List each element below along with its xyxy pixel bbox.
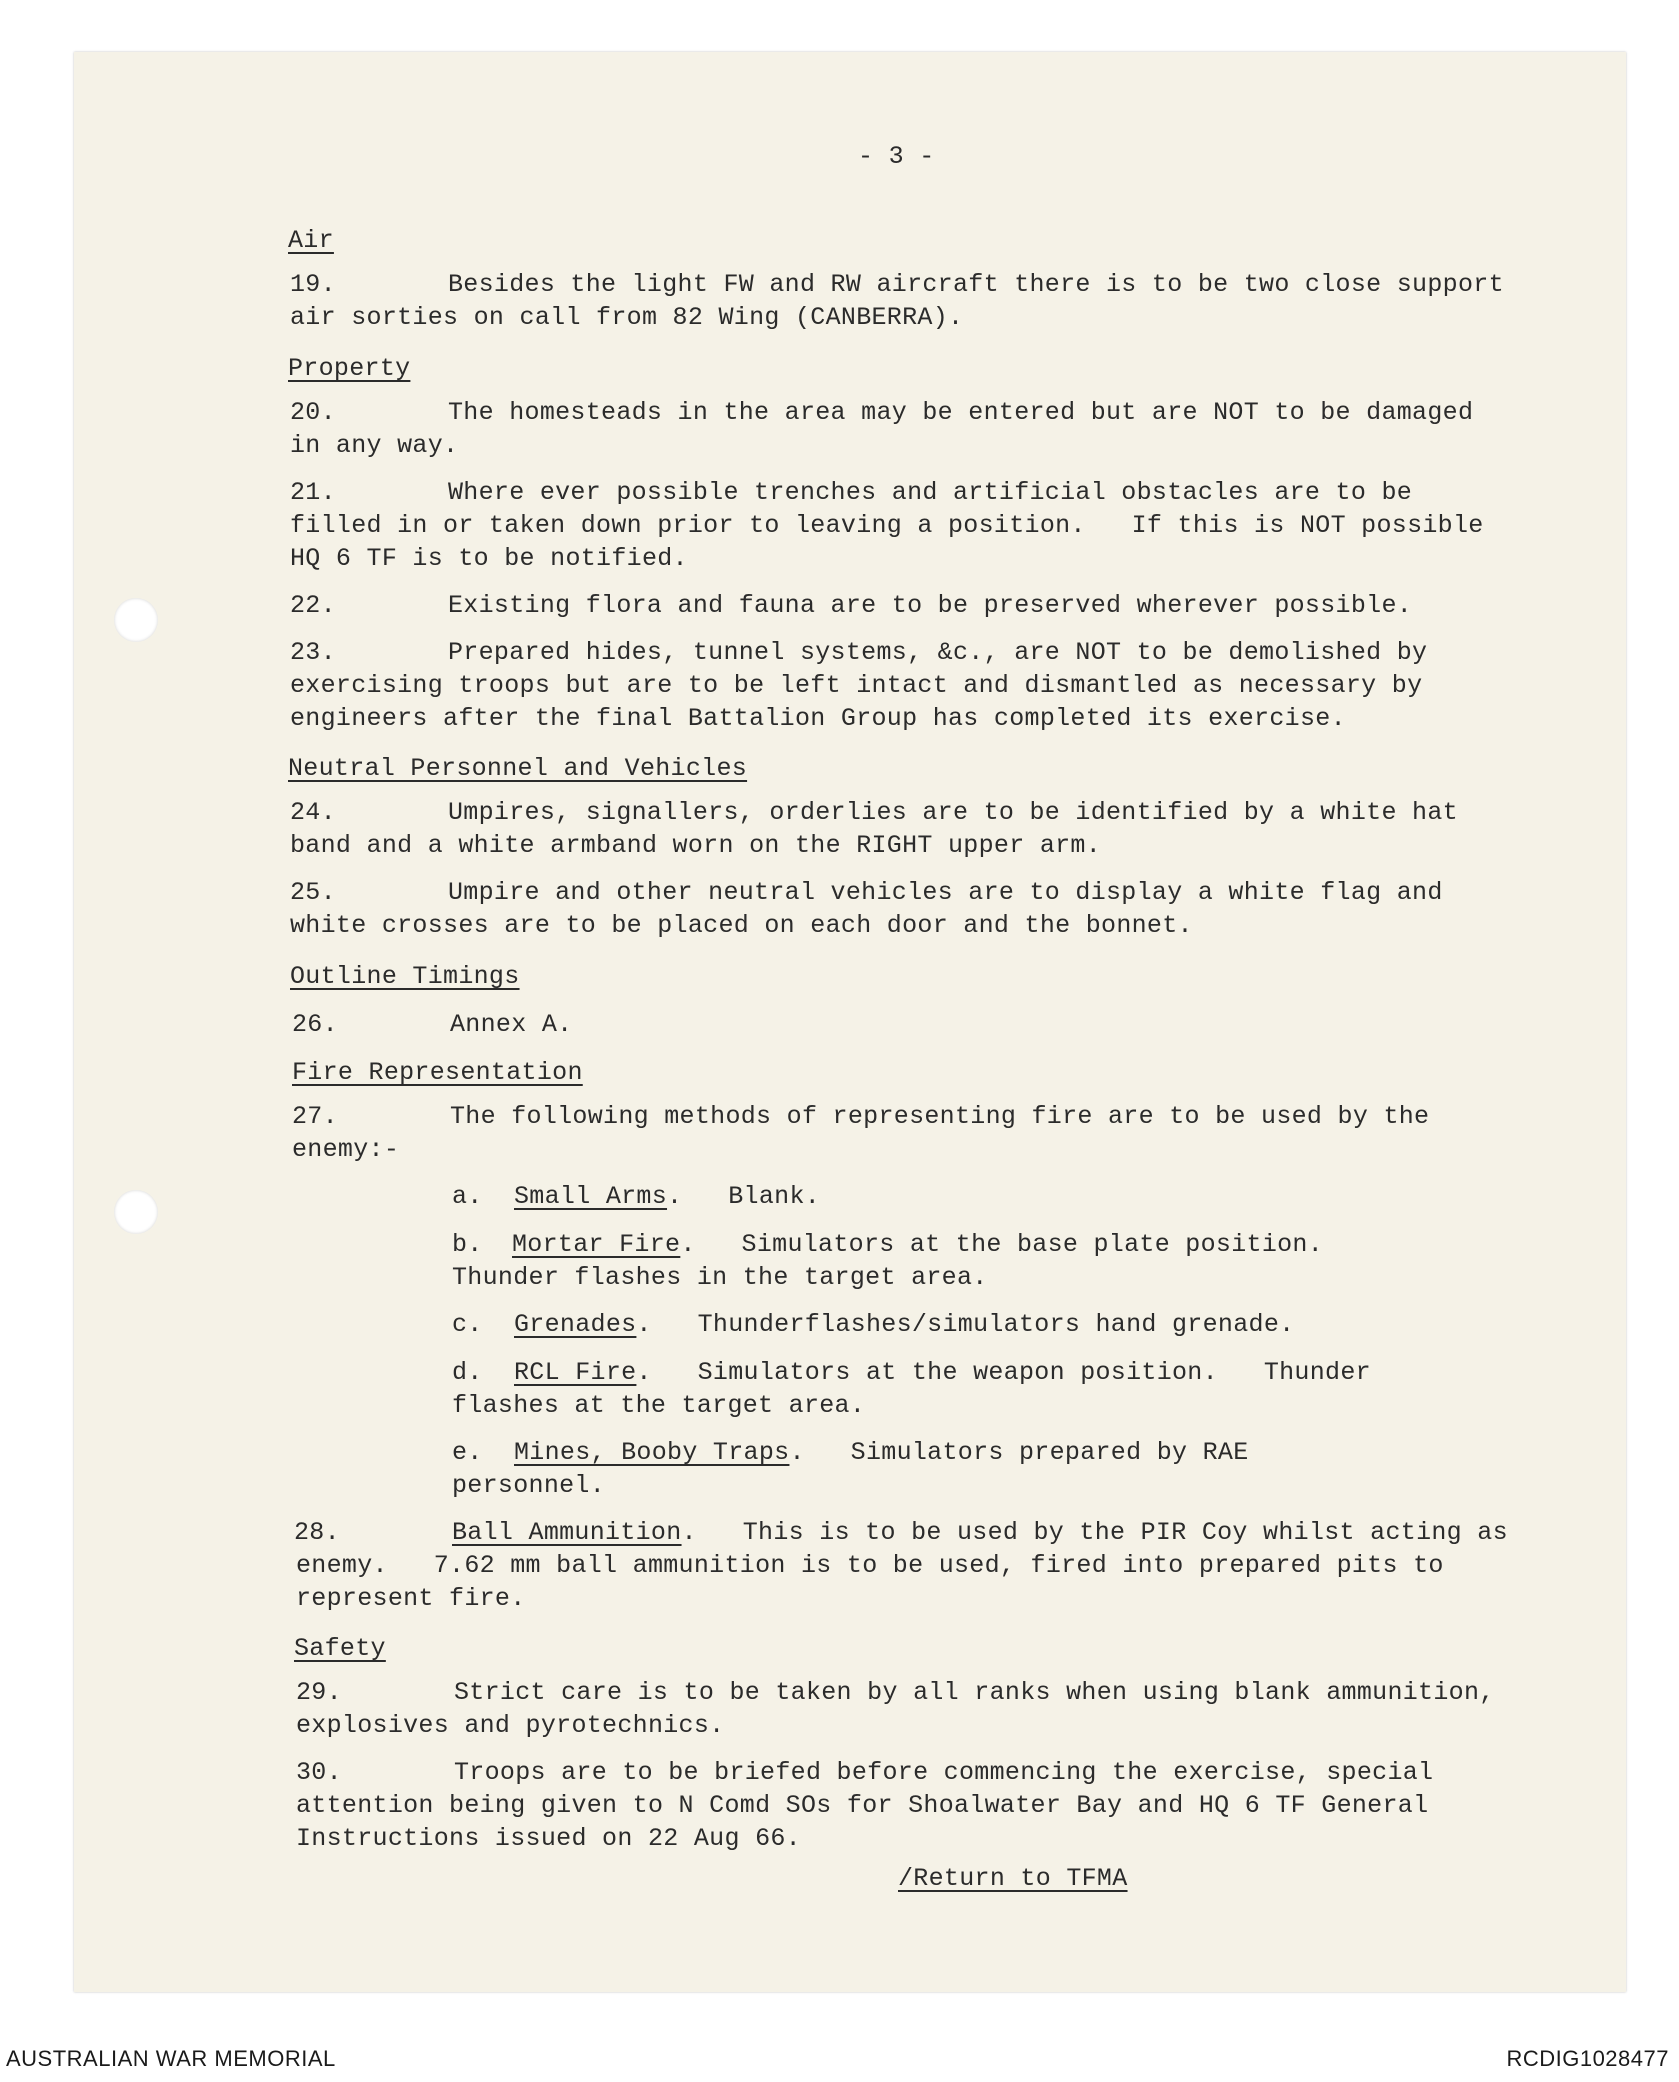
- paragraph-line: Existing flora and fauna are to be preserved wherever possible.: [448, 591, 1413, 620]
- paragraph-title: Ball Ammunition: [452, 1518, 682, 1547]
- paragraph-number: 25.: [290, 878, 336, 907]
- paragraph-28-line: [452, 1516, 1508, 1549]
- subitem-letter: c.: [452, 1310, 483, 1339]
- subitem-title: Small Arms: [514, 1182, 668, 1211]
- paragraph-line: in any way.: [290, 431, 459, 460]
- paragraph-line: Strict care is to be taken by all ranks when using blank ammunition,: [454, 1678, 1495, 1707]
- footer-right: RCDIG1028477: [1506, 2046, 1669, 2071]
- punch-hole: [114, 1190, 158, 1234]
- paragraph-line: Troops are to be briefed before commencing the exercise, special: [454, 1758, 1434, 1787]
- subitem-line: flashes at the target area.: [452, 1391, 866, 1420]
- paragraph-line: air sorties on call from 82 Wing (CANBERRA).: [290, 303, 964, 332]
- subitem-line: personnel.: [452, 1471, 606, 1500]
- page-number: - 3 -: [858, 142, 935, 171]
- paragraph-line: Besides the light FW and RW aircraft there is to be two close support: [448, 270, 1504, 299]
- subitem-title: RCL Fire: [514, 1358, 637, 1387]
- subitem-a: [514, 1180, 820, 1213]
- subitem-text: . Simulators at the weapon position. Thunder: [636, 1358, 1371, 1387]
- subitem-text: . Simulators at the base plate position.: [680, 1230, 1324, 1259]
- paragraph-number: 22.: [290, 591, 336, 620]
- subitem-b: [512, 1228, 1323, 1261]
- subitem-line: Thunder flashes in the target area.: [452, 1263, 988, 1292]
- continuation-catchword: /Return to TFMA: [898, 1864, 1128, 1893]
- paragraph-number: 30.: [296, 1758, 342, 1787]
- paragraph-line: band and a white armband worn on the RIGHT upper arm.: [290, 831, 1102, 860]
- section-heading-safety: Safety: [294, 1634, 386, 1663]
- subitem-title: Mines, Booby Traps: [514, 1438, 790, 1467]
- paragraph-text: . This is to be used by the PIR Coy whilst acting as: [681, 1518, 1508, 1547]
- section-heading-property: Property: [288, 354, 411, 383]
- subitem-title: Grenades: [514, 1310, 637, 1339]
- paragraph-number: 27.: [292, 1102, 338, 1131]
- paragraph-line: enemy. 7.62 mm ball ammunition is to be used, fired into prepared pits to: [296, 1551, 1444, 1580]
- paragraph-line: explosives and pyrotechnics.: [296, 1711, 725, 1740]
- paragraph-number: 28.: [294, 1518, 340, 1547]
- paragraph-line: Where ever possible trenches and artificial obstacles are to be: [448, 478, 1413, 507]
- subitem-letter: d.: [452, 1358, 483, 1387]
- subitem-d: [514, 1356, 1371, 1389]
- section-heading-timings: Outline Timings: [290, 962, 520, 991]
- subitem-letter: b.: [452, 1230, 483, 1259]
- subitem-letter: e.: [452, 1438, 483, 1467]
- paragraph-line: The following methods of representing fire are to be used by the: [450, 1102, 1430, 1131]
- paragraph-number: 19.: [290, 270, 336, 299]
- section-heading-fire: Fire Representation: [292, 1058, 583, 1087]
- paragraph-line: Annex A.: [450, 1010, 573, 1039]
- paragraph-line: exercising troops but are to be left intact and dismantled as necessary by: [290, 671, 1423, 700]
- paragraph-number: 23.: [290, 638, 336, 667]
- paragraph-line: enemy:-: [292, 1135, 400, 1164]
- paragraph-line: Instructions issued on 22 Aug 66.: [296, 1824, 801, 1853]
- subitem-text: . Blank.: [667, 1182, 821, 1211]
- paragraph-line: HQ 6 TF is to be notified.: [290, 544, 688, 573]
- paragraph-number: 29.: [296, 1678, 342, 1707]
- punch-hole: [114, 598, 158, 642]
- paragraph-line: white crosses are to be placed on each door and the bonnet.: [290, 911, 1193, 940]
- paragraph-line: filled in or taken down prior to leaving a position. If this is NOT possible: [290, 511, 1484, 540]
- subitem-text: . Thunderflashes/simulators hand grenade.: [636, 1310, 1295, 1339]
- subitem-c: [514, 1308, 1294, 1341]
- subitem-title: Mortar Fire: [512, 1230, 681, 1259]
- paragraph-line: Prepared hides, tunnel systems, &c., are NOT to be demolished by: [448, 638, 1428, 667]
- paragraph-line: Umpire and other neutral vehicles are to display a white flag and: [448, 878, 1443, 907]
- section-heading-neutral: Neutral Personnel and Vehicles: [288, 754, 748, 783]
- paragraph-line: Umpires, signallers, orderlies are to be identified by a white hat: [448, 798, 1458, 827]
- paragraph-line: represent fire.: [296, 1584, 526, 1613]
- paragraph-number: 26.: [292, 1010, 338, 1039]
- footer-left: AUSTRALIAN WAR MEMORIAL: [6, 2046, 336, 2071]
- paragraph-line: engineers after the final Battalion Group has completed its exercise.: [290, 704, 1346, 733]
- paragraph-number: 21.: [290, 478, 336, 507]
- subitem-e: [514, 1436, 1249, 1469]
- paragraph-number: 24.: [290, 798, 336, 827]
- subitem-letter: a.: [452, 1182, 483, 1211]
- section-heading-air: Air: [288, 226, 334, 255]
- subitem-text: . Simulators prepared by RAE: [789, 1438, 1249, 1467]
- paragraph-number: 20.: [290, 398, 336, 427]
- paragraph-line: The homesteads in the area may be entered but are NOT to be damaged: [448, 398, 1474, 427]
- paragraph-line: attention being given to N Comd SOs for Shoalwater Bay and HQ 6 TF General: [296, 1791, 1429, 1820]
